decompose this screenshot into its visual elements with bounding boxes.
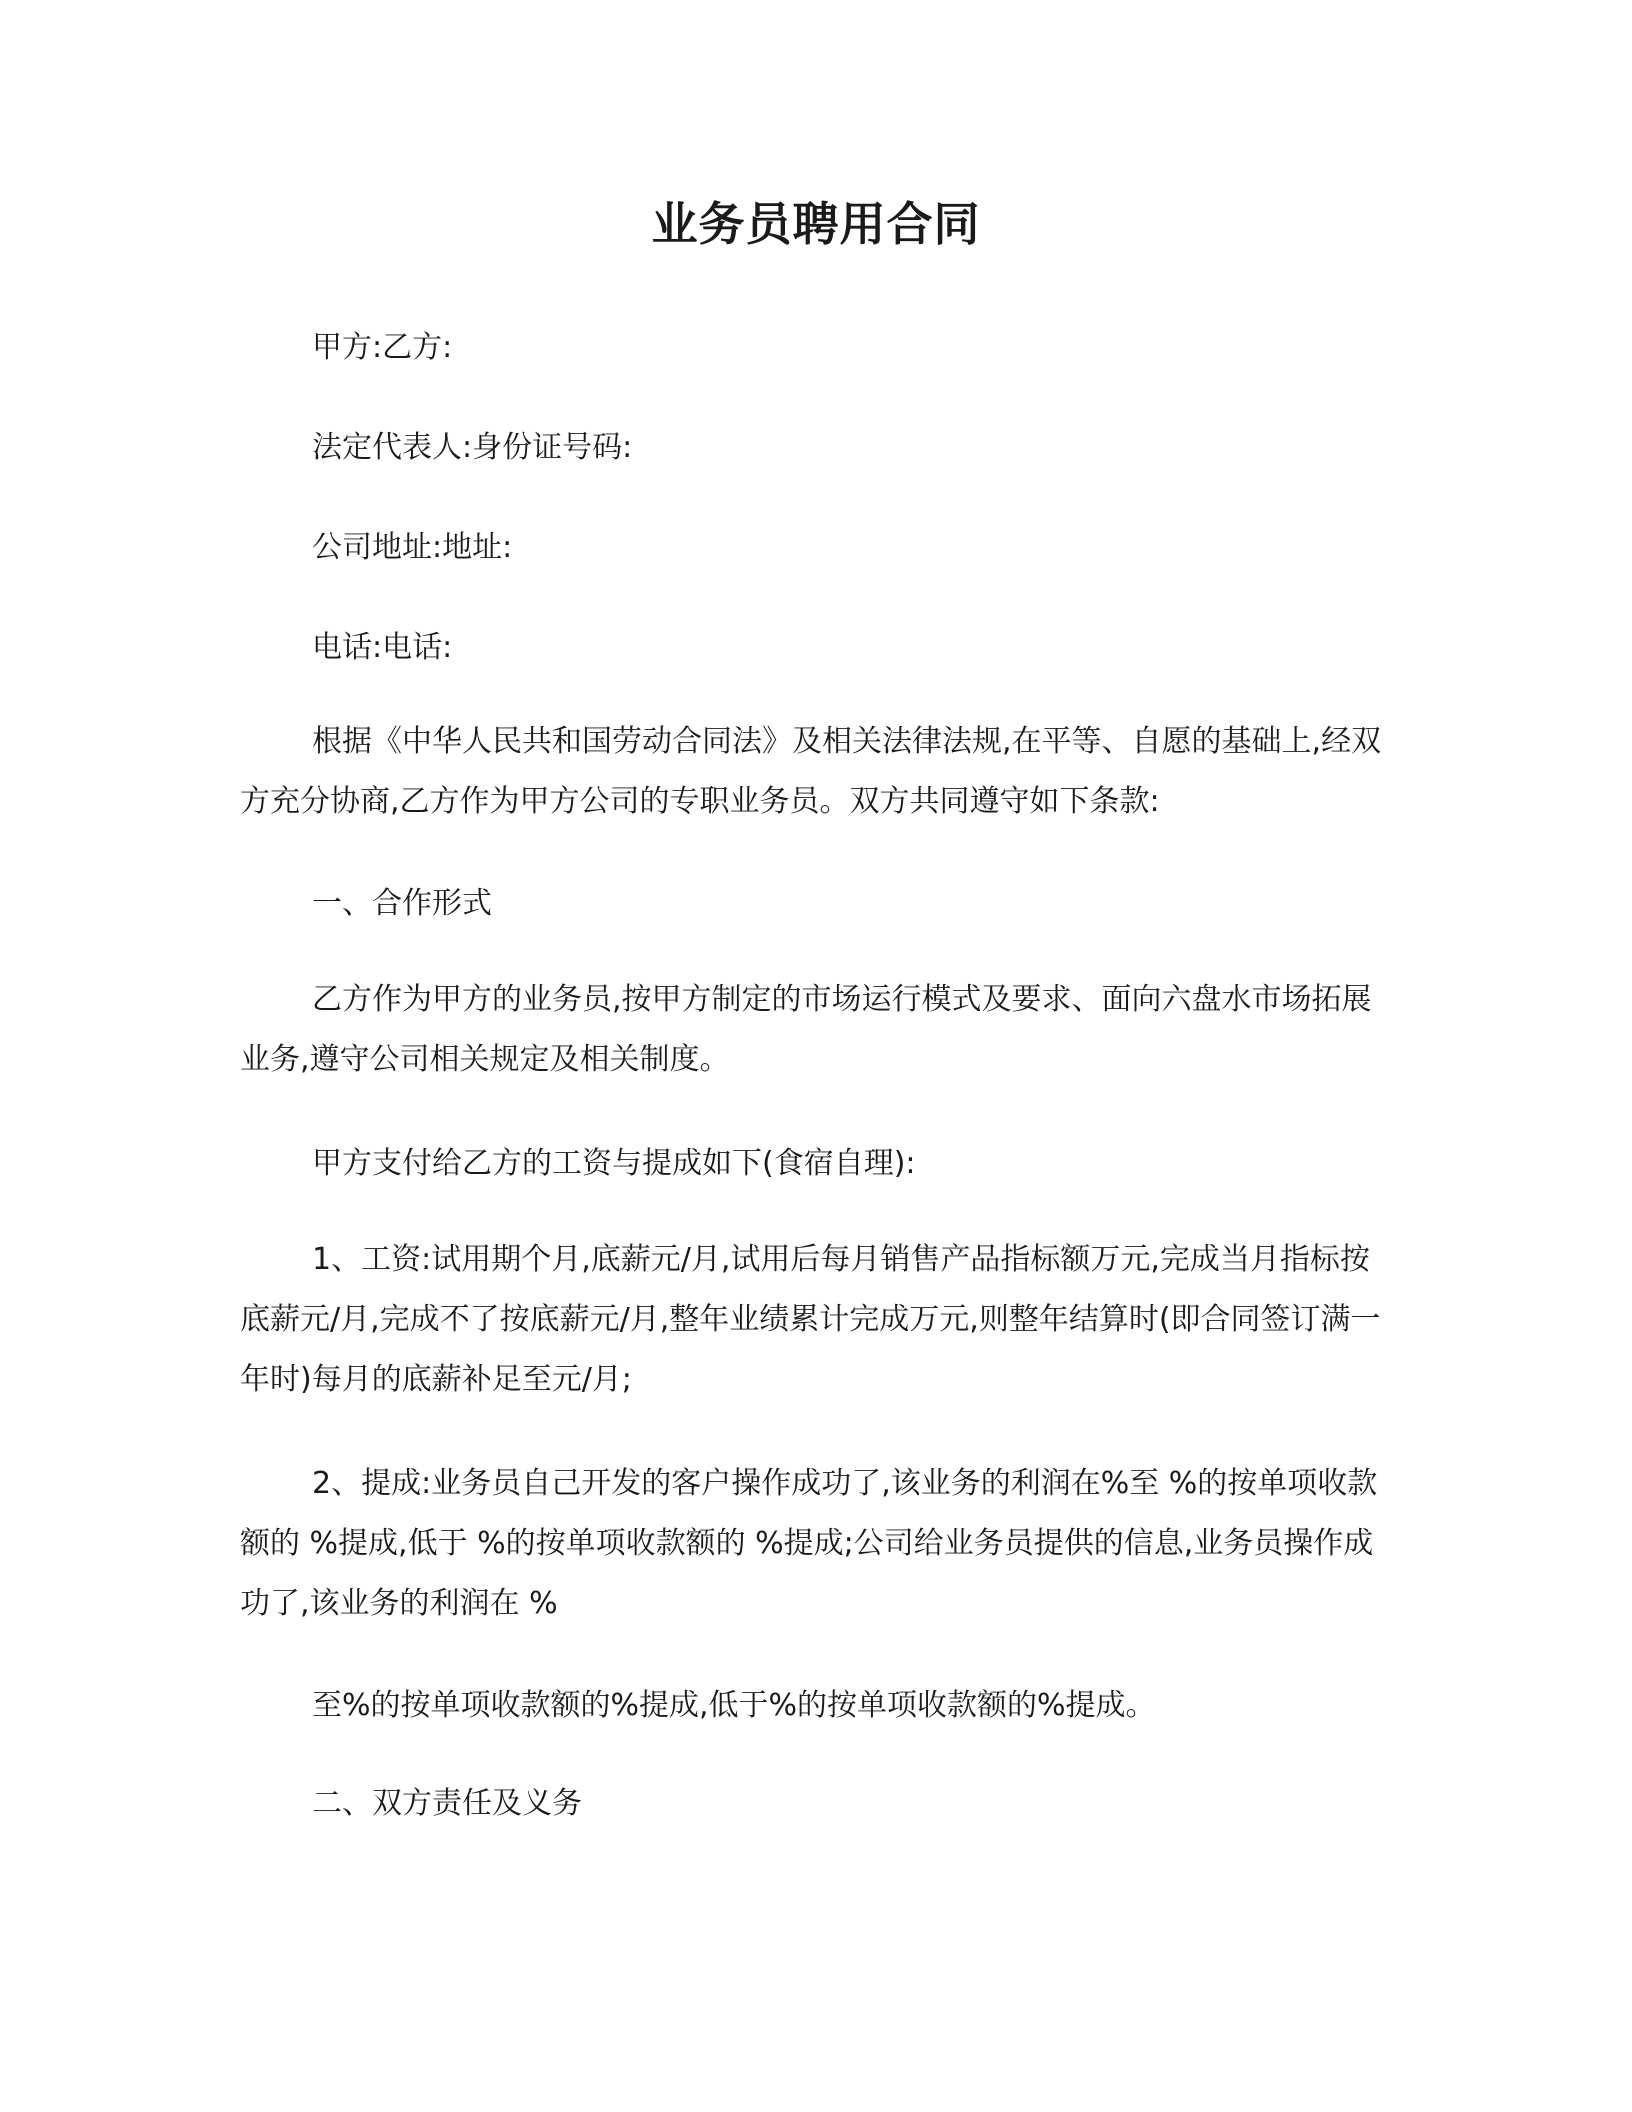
- salary-clause: 1、工资:试用期个月,底薪元/月,试用后每月销售产品指标额万元,完成当月指标按底薪元/月,完成不了按底薪元/月,整年业绩累计完成万元,则整年结算时(即合同签订满一年时)每月的底薪补足至元/月;: [240, 1242, 1381, 1397]
- phone-line: 电话:电话:: [312, 630, 453, 665]
- commission-clause: 2、提成:业务员自己开发的客户操作成功了,该业务的利润在%至 %的按单项收款额的 %提成,低于 %的按单项收款额的 %提成;公司给业务员提供的信息,业务员操作成功了,该业务的利润在 %: [240, 1466, 1378, 1621]
- section-heading-1: 一、合作形式: [312, 886, 492, 921]
- party-line: 甲方:乙方:: [312, 330, 453, 365]
- representative-line: 法定代表人:身份证号码:: [312, 430, 633, 465]
- salary-intro-paragraph: 甲方支付给乙方的工资与提成如下(食宿自理):: [312, 1146, 916, 1181]
- address-line: 公司地址:地址:: [312, 530, 513, 565]
- commission-continuation: 至%的按单项收款额的%提成,低于%的按单项收款额的%提成。: [312, 1688, 1156, 1723]
- section-heading-2: 二、双方责任及义务: [312, 1786, 582, 1821]
- document-title: 业务员聘用合同: [651, 197, 981, 251]
- cooperation-paragraph: 乙方作为甲方的业务员,按甲方制定的市场运行模式及要求、面向六盘水市场拓展业务,遵守公司相关规定及相关制度。: [240, 982, 1372, 1077]
- preamble-paragraph: 根据《中华人民共和国劳动合同法》及相关法律法规,在平等、自愿的基础上,经双方充分协商,乙方作为甲方公司的专职业务员。双方共同遵守如下条款:: [240, 724, 1382, 819]
